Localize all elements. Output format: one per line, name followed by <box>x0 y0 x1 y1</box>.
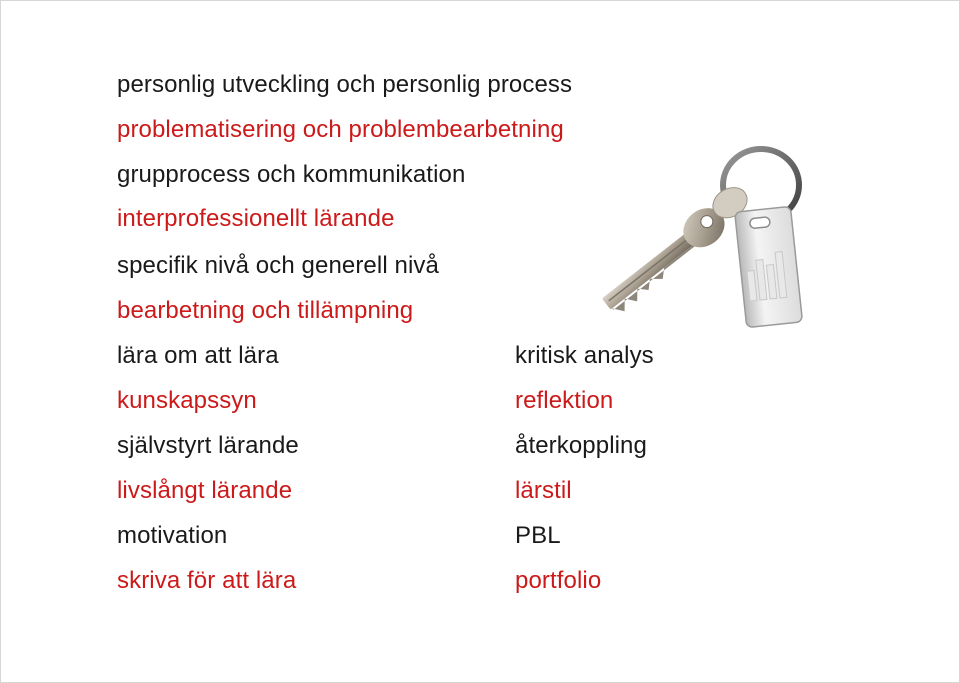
term-learning-to-learn: lära om att lära <box>117 342 279 369</box>
term-problematization: problematisering och problembearbetning <box>117 116 564 143</box>
term-critical-analysis: kritisk analys <box>515 342 654 369</box>
keychain-icon <box>579 141 811 341</box>
term-writing-to-learn: skriva för att lära <box>117 567 297 594</box>
term-pbl: PBL <box>515 522 561 549</box>
term-self-directed-learning: självstyrt lärande <box>117 432 299 459</box>
term-learning-style: lärstil <box>515 477 572 504</box>
term-reflection: reflektion <box>515 387 614 414</box>
term-group-process: grupprocess och kommunikation <box>117 161 466 188</box>
term-feedback: återkoppling <box>515 432 647 459</box>
term-processing-application: bearbetning och tillämpning <box>117 297 414 324</box>
term-interprofessional-learning: interprofessionellt lärande <box>117 205 395 232</box>
term-lifelong-learning: livslångt lärande <box>117 477 293 504</box>
term-motivation: motivation <box>117 522 228 549</box>
term-view-of-knowledge: kunskapssyn <box>117 387 257 414</box>
term-specific-general-level: specifik nivå och generell nivå <box>117 252 439 279</box>
term-personal-development: personlig utveckling och personlig process <box>117 71 573 98</box>
term-portfolio: portfolio <box>515 567 602 594</box>
